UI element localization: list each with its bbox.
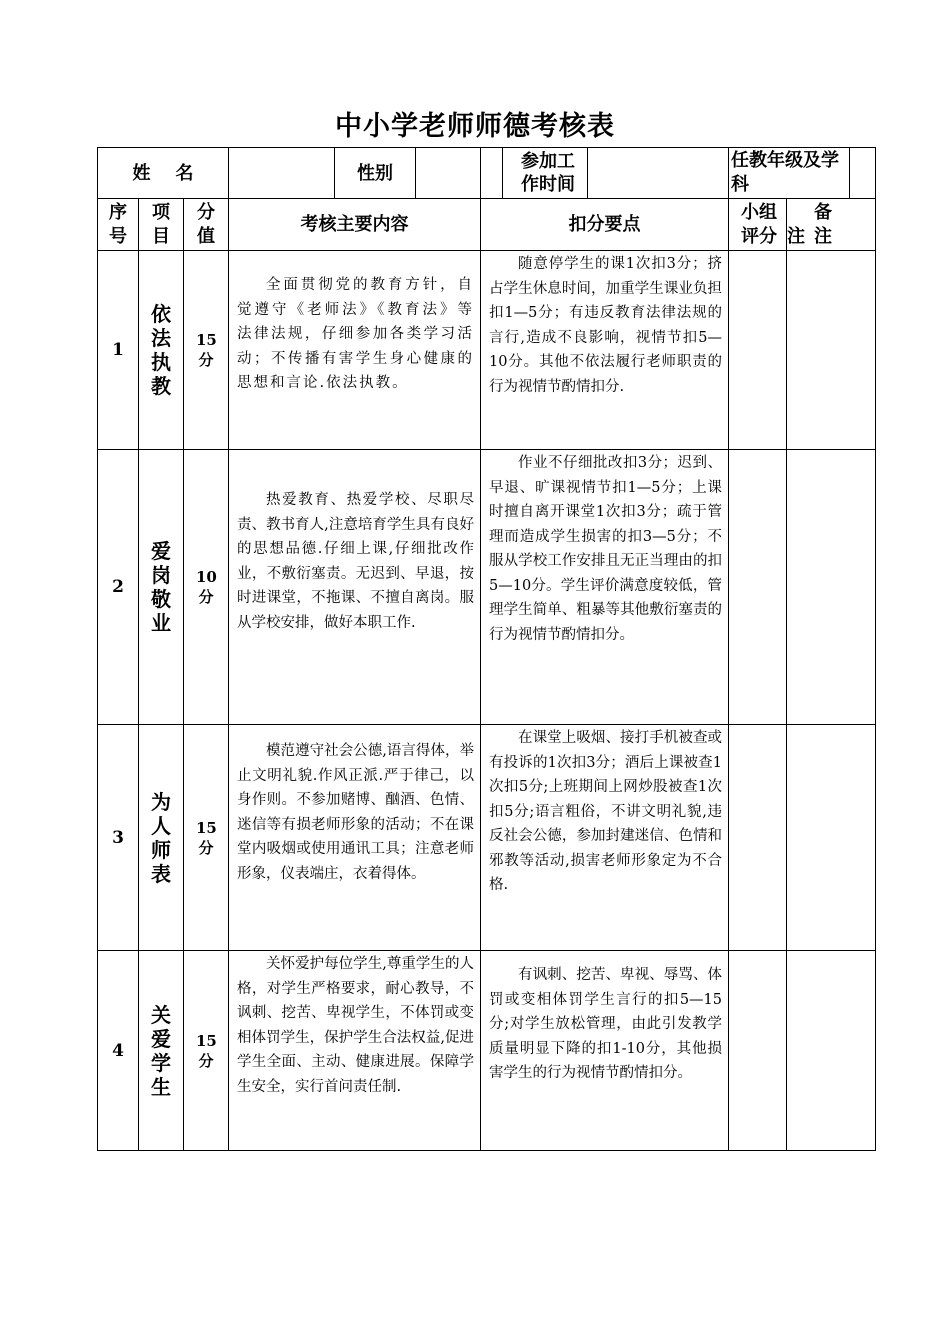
row-score: 15分 bbox=[184, 725, 229, 951]
work-time-value[interactable] bbox=[588, 148, 728, 198]
col-no: 序号 bbox=[98, 199, 139, 251]
row-remark[interactable] bbox=[787, 450, 876, 725]
col-group-score-label: 小组评分 bbox=[741, 201, 778, 247]
grade-cell bbox=[729, 148, 876, 199]
work-time-label: 参加工作时间 bbox=[503, 148, 588, 198]
col-remark-cell bbox=[787, 199, 876, 251]
row-item: 依 法 执 教 bbox=[139, 251, 184, 450]
assessment-table bbox=[97, 147, 876, 1151]
name-label: 姓 名 bbox=[98, 148, 229, 199]
row-content: 全面贯彻党的教育方针，自觉遵守《老师法》《教育法》等法律法规，仔细参加各类学习活动；不传播有害学生身心健康的思想和言论.依法执教。 bbox=[229, 251, 481, 450]
col-group-score bbox=[729, 199, 787, 251]
table-row bbox=[98, 951, 876, 1151]
row-remark[interactable] bbox=[787, 251, 876, 450]
col-item: 项目 bbox=[139, 199, 184, 251]
table-row bbox=[98, 725, 876, 951]
row-score: 15分 bbox=[184, 951, 229, 1151]
row-no: 4 bbox=[98, 951, 139, 1151]
work-spacer bbox=[481, 148, 503, 198]
row-deduction: 作业不仔细批改扣3分；迟到、早退、旷课视情节扣1—5分；上课时擅自离开课堂1次扣3分；疏于管理而造成学生损害的扣3—5分；不服从学校工作安排且无正当理由的扣5—10分。学生评价满意度较低，管理学生简单、粗暴等其他敷衍塞责的行为视情节酌情扣分。 bbox=[481, 450, 729, 725]
row-item: 关 爱 学 生 bbox=[139, 951, 184, 1151]
row-remark[interactable] bbox=[787, 951, 876, 1151]
col-deduction: 扣分要点 bbox=[481, 199, 729, 251]
row-score: 15分 bbox=[184, 251, 229, 450]
row-no: 1 bbox=[98, 251, 139, 450]
gender-label: 性别 bbox=[335, 148, 416, 198]
grade-subject-value[interactable] bbox=[850, 148, 875, 198]
row-remark[interactable] bbox=[787, 725, 876, 951]
row-group-score[interactable] bbox=[729, 450, 787, 725]
gender-value[interactable] bbox=[416, 148, 480, 198]
row-item: 爱 岗 敬 业 bbox=[139, 450, 184, 725]
table-row bbox=[98, 450, 876, 725]
page-title: 中小学老师师德考核表 bbox=[335, 111, 615, 142]
info-row bbox=[98, 148, 876, 199]
table-row bbox=[98, 251, 876, 450]
column-header-row bbox=[98, 199, 876, 251]
row-content: 热爱教育、热爱学校、尽职尽责、教书育人,注意培育学生具有良好的思想品德.仔细上课,仔细批改作业，不敷衍塞责。无迟到、早退，按时进课堂，不拖课、不擅自离岗。服从学校安排，做好本职工作. bbox=[229, 450, 481, 725]
row-no: 3 bbox=[98, 725, 139, 951]
row-content: 模范遵守社会公德,语言得体，举止文明礼貌.作风正派.严于律己，以身作则。不参加赌博、酗酒、色情、迷信等有损老师形象的活动；不在课堂内吸烟或使用通讯工具；注意老师形象，仪表端庄，衣着得体。 bbox=[229, 725, 481, 951]
name-value[interactable] bbox=[229, 148, 335, 198]
row-group-score[interactable] bbox=[729, 251, 787, 450]
row-no: 2 bbox=[98, 450, 139, 725]
col-note: 注 bbox=[787, 226, 806, 247]
row-score: 10分 bbox=[184, 450, 229, 725]
col-content: 考核主要内容 bbox=[229, 199, 481, 251]
row-content: 关怀爱护每位学生,尊重学生的人格，对学生严格要求，耐心教导，不讽刺、挖苦、卑视学生，不体罚或变相体罚学生，保护学生合法权益,促进学生全面、主动、健康进展。保障学生安全，实行首问责任制. bbox=[229, 951, 481, 1151]
col-score: 分值 bbox=[184, 199, 229, 251]
grade-subject-label: 任教年级及学科 bbox=[729, 148, 850, 198]
row-deduction: 在课堂上吸烟、接打手机被查或有投诉的1次扣3分；酒后上课被查1次扣5分;上班期间上网炒股被查1次扣5分;语言粗俗，不讲文明礼貌,违反社会公德，参加封建迷信、色情和邪教等活动,损害老师形象定为不合格. bbox=[481, 725, 729, 951]
row-group-score[interactable] bbox=[729, 951, 787, 1151]
name-value-cell[interactable] bbox=[229, 148, 481, 199]
work-cell bbox=[481, 148, 729, 199]
row-group-score[interactable] bbox=[729, 725, 787, 951]
row-deduction: 随意停学生的课1次扣3分；挤占学生休息时间，加重学生课业负担扣1—5分；有违反教育法律法规的言行,造成不良影响，视情节扣5—10分。其他不依法履行老师职责的行为视情节酌情扣分. bbox=[481, 251, 729, 450]
row-deduction: 有讽刺、挖苦、卑视、辱骂、体罚或变相体罚学生言行的扣5—15分;对学生放松管理，由此引发教学质量明显下降的扣1-10分，其他损害学生的行为视情节酌情扣分。 bbox=[481, 951, 729, 1151]
col-remark: 备注 bbox=[814, 202, 833, 247]
row-item: 为 人 师 表 bbox=[139, 725, 184, 951]
